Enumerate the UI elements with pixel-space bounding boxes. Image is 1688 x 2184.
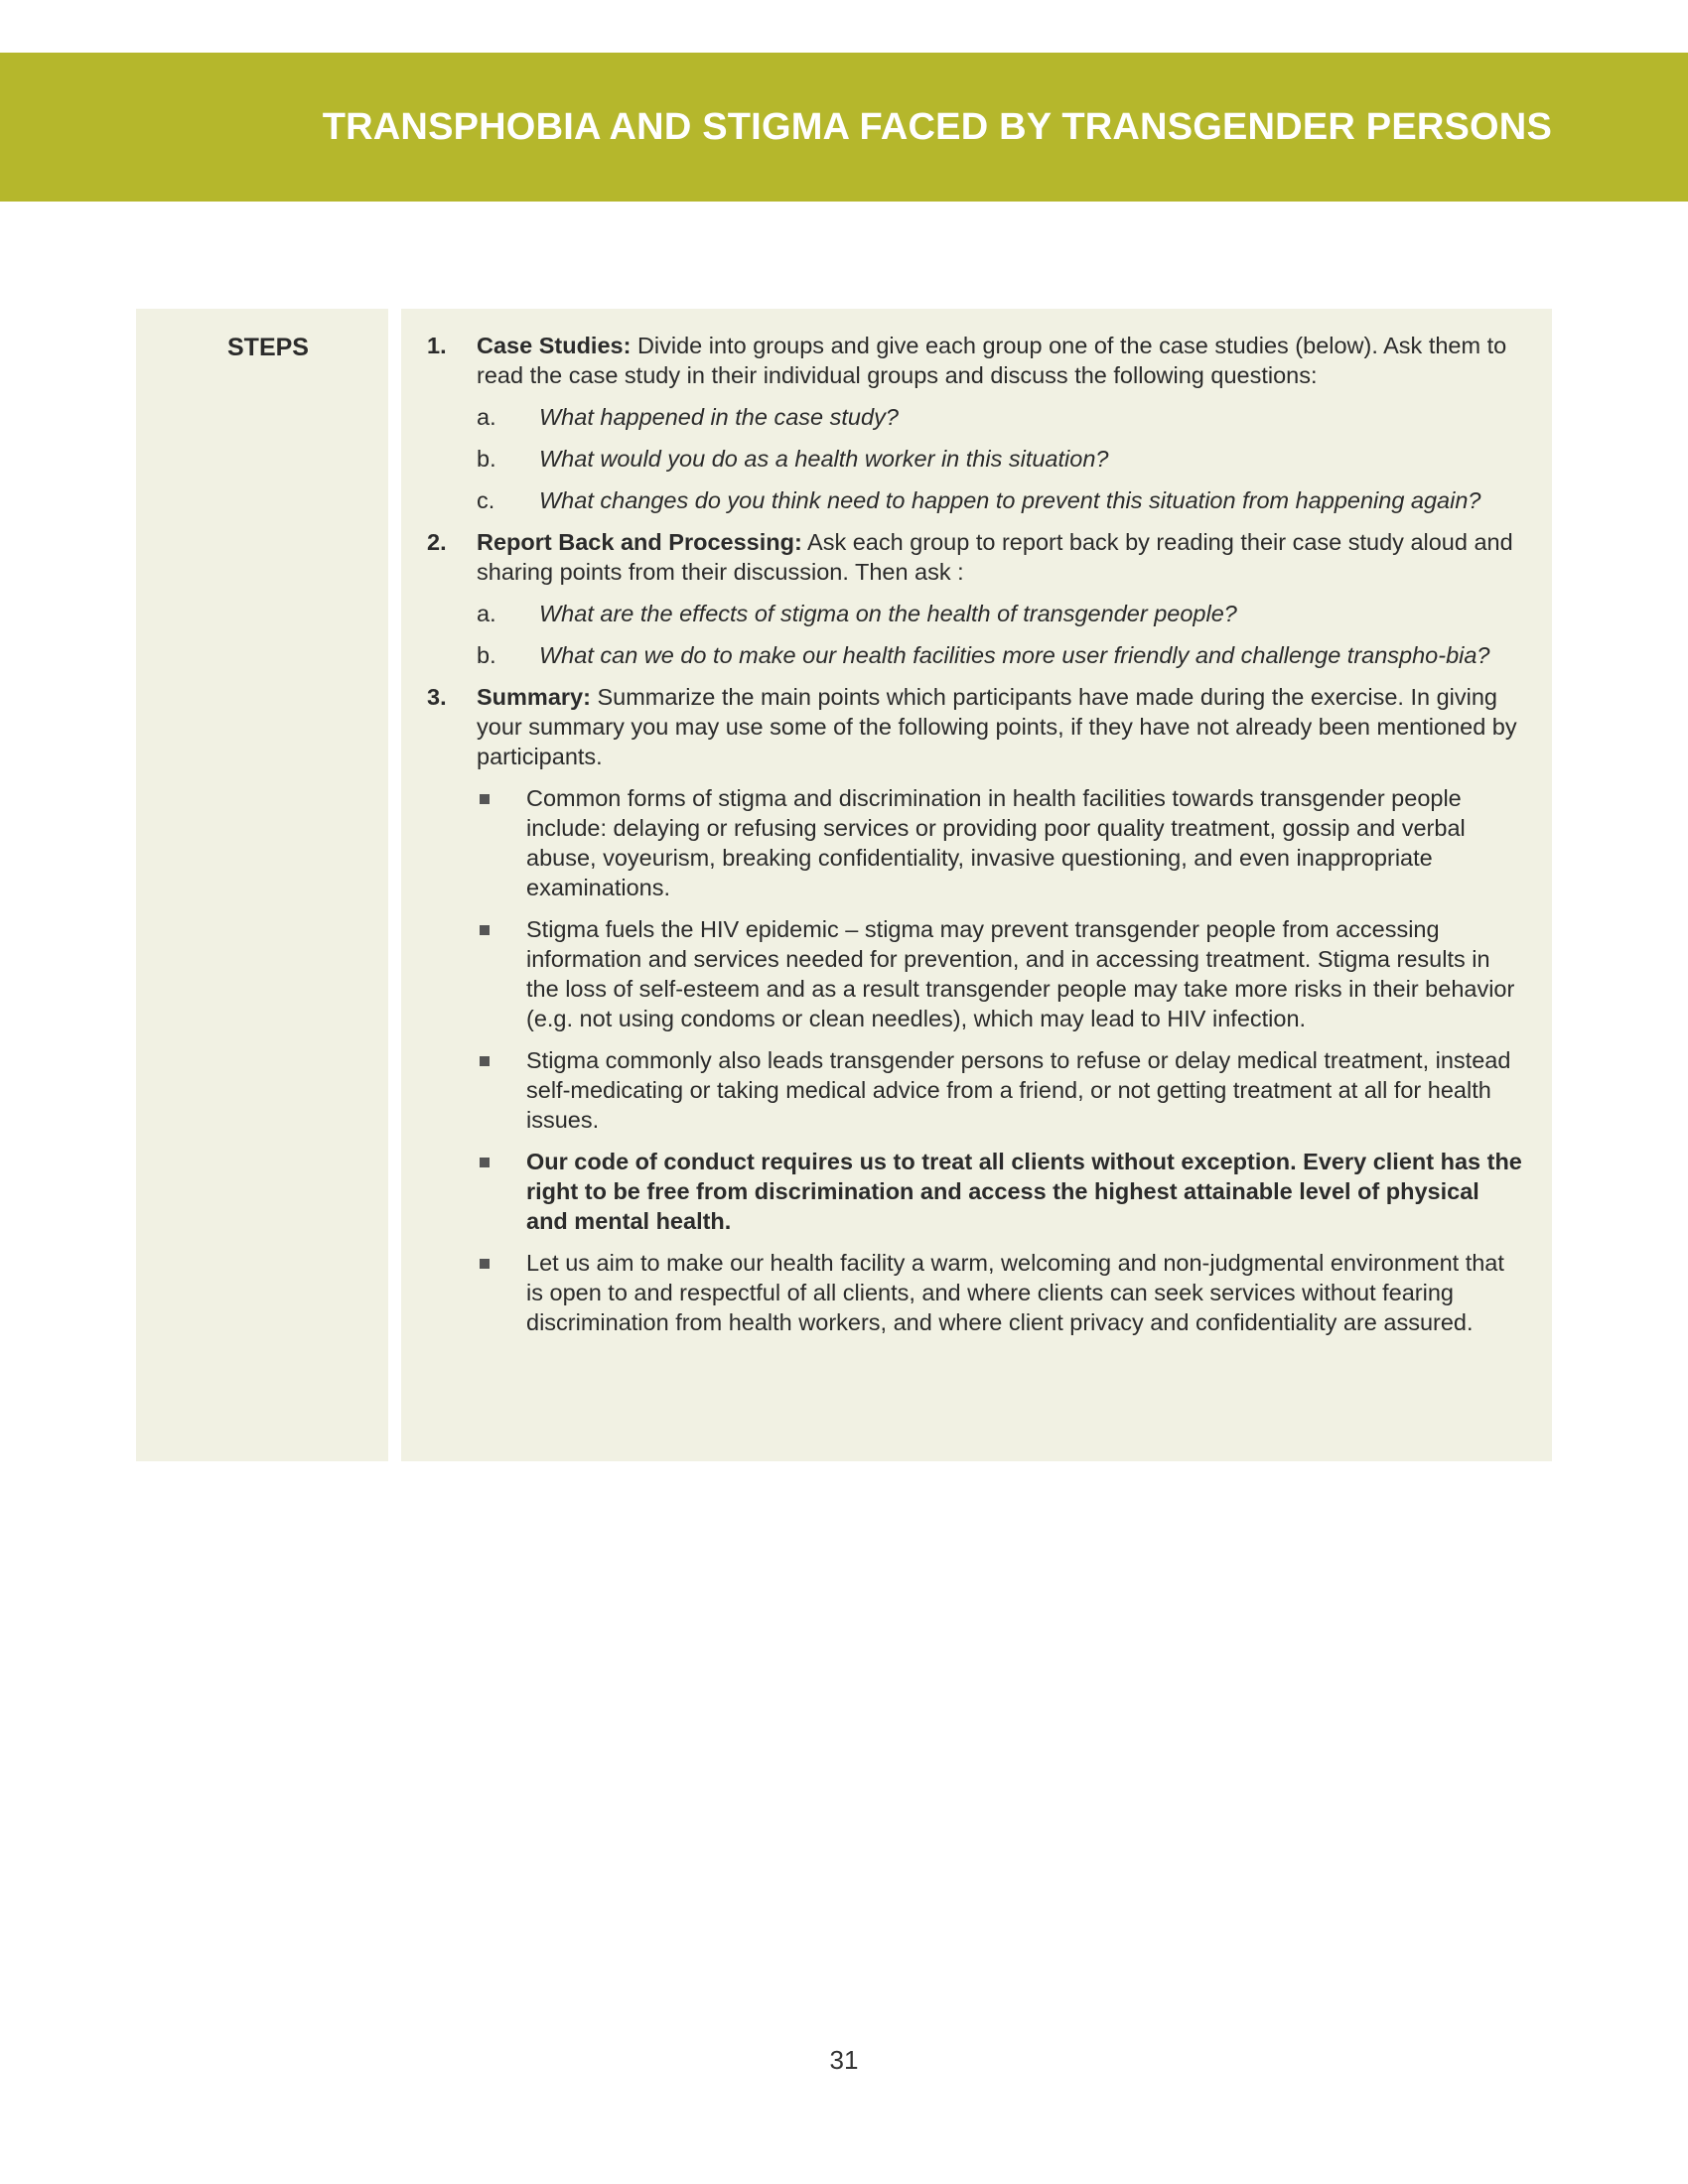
- square-bullet-icon: [480, 1056, 490, 1066]
- step-text: Ask each group to report back by reading their case study aloud and sharing points from their discussion. Then ask :: [477, 529, 1513, 585]
- step-text: Divide into groups and give each group one of the case studies (below). Ask them to read the case study in their individual groups and discuss the following questions:: [477, 333, 1507, 388]
- page-title: TRANSPHOBIA AND STIGMA FACED BY TRANSGENDER PERSONS: [322, 106, 1552, 148]
- question-letter: a.: [477, 601, 496, 626]
- question-text: What are the effects of stigma on the health of transgender people?: [539, 601, 1237, 626]
- summary-point-text: Stigma commonly also leads transgender persons to refuse or delay medical treatment, instead self-medicating or taking medical advice from a friend, or not getting treatment at all for health issues.: [526, 1047, 1511, 1133]
- question-item: [477, 599, 1522, 628]
- square-bullet-icon: [480, 925, 490, 935]
- step-title: Summary:: [477, 684, 591, 710]
- summary-point-text: Let us aim to make our health facility a warm, welcoming and non-judgmental environment that is open to and respectful of all clients, and where clients can seek services without fearing discrimination from health workers, and where client privacy and confidentiality are assured.: [526, 1250, 1504, 1335]
- step-report-back: [401, 527, 1552, 670]
- summary-point-emphasis: [477, 1147, 1522, 1236]
- question-item: [477, 444, 1522, 474]
- summary-point-list: [477, 783, 1522, 1337]
- square-bullet-icon: [480, 1259, 490, 1269]
- summary-point-text: Stigma fuels the HIV epidemic – stigma may prevent transgender people from accessing information and services needed for prevention, and in accessing treatment. Stigma results in the loss of self-esteem and as a result transgender people may take more risks in their behavior (e.g. not using condoms or clean needles), which may lead to HIV infection.: [526, 916, 1515, 1031]
- question-letter: b.: [477, 446, 496, 472]
- header-banner: [0, 53, 1688, 202]
- question-letter: b.: [477, 642, 496, 668]
- question-text: What can we do to make our health facilities more user friendly and challenge transpho-bia?: [539, 642, 1490, 668]
- question-item: [477, 640, 1522, 670]
- summary-point: [477, 1248, 1522, 1337]
- question-list: [477, 402, 1522, 515]
- summary-point-text: Our code of conduct requires us to treat all clients without exception. Every client has the right to be free from discrimination and access the highest attainable level of physical and mental health.: [526, 1149, 1522, 1234]
- question-list: [477, 599, 1522, 670]
- question-letter: c.: [477, 487, 495, 513]
- step-title: Case Studies:: [477, 333, 632, 358]
- summary-point: [477, 914, 1522, 1033]
- steps-label-panel: [136, 309, 388, 1461]
- question-text: What would you do as a health worker in this situation?: [539, 446, 1109, 472]
- summary-point: [477, 783, 1522, 902]
- question-text: What changes do you think need to happen to prevent this situation from happening again?: [539, 487, 1481, 513]
- step-title: Report Back and Processing:: [477, 529, 802, 555]
- step-number: 3.: [427, 684, 447, 710]
- step-number: 2.: [427, 529, 447, 555]
- steps-list: [401, 331, 1552, 1349]
- section-label: STEPS: [227, 334, 309, 361]
- question-text: What happened in the case study?: [539, 404, 899, 430]
- page-number: 31: [829, 2045, 859, 2075]
- summary-point: [477, 1045, 1522, 1135]
- step-number: 1.: [427, 333, 447, 358]
- summary-point-text: Common forms of stigma and discrimination in health facilities towards transgender people include: delaying or refusing services or providing poor quality treatment, gossip and verbal abuse, voyeurism, breaking confidentiality, invasive questioning, and even inappropriate examinations.: [526, 785, 1466, 900]
- step-text: Summarize the main points which participants have made during the exercise. In giving your summary you may use some of the following points, if they have not already been mentioned by participants.: [477, 684, 1517, 769]
- steps-content-panel: [401, 309, 1552, 1461]
- square-bullet-icon: [480, 1158, 490, 1167]
- question-letter: a.: [477, 404, 496, 430]
- question-item: [477, 402, 1522, 432]
- question-item: [477, 485, 1522, 515]
- square-bullet-icon: [480, 794, 490, 804]
- step-case-studies: [401, 331, 1552, 515]
- step-summary: [401, 682, 1552, 1337]
